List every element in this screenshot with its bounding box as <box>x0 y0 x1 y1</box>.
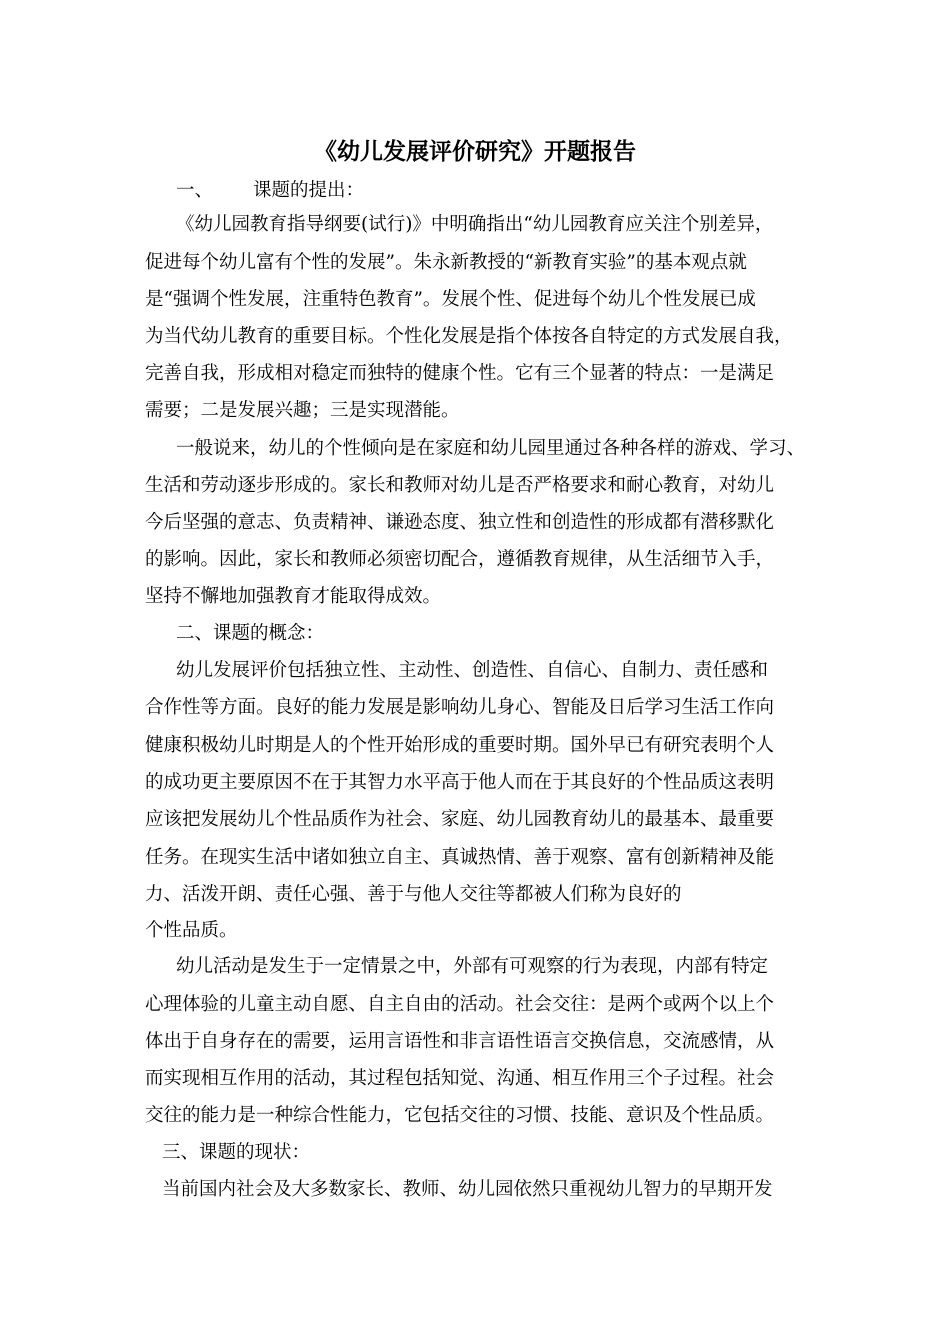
paragraph-line: 完善自我，形成相对稳定而独特的健康个性。它有三个显著的特点：一是满足 <box>145 363 775 384</box>
paragraph-line: 幼儿活动是发生于一定情景之中，外部有可观察的行为表现，内部有特定 <box>176 956 769 977</box>
section-heading-1 <box>176 178 364 204</box>
section-number: 一、 <box>176 180 214 201</box>
paragraph-line: 力、活泼开朗、责任心强、善于与他人交往等都被人们称为良好的 <box>145 884 682 905</box>
paragraph-line: 坚持不懈地加强教育才能取得成效。 <box>145 586 442 607</box>
paragraph-line: 应该把发展幼儿个性品质作为社会、家庭、幼儿园教育幼儿的最基本、最重要 <box>145 809 775 830</box>
paragraph-line: 体出于自身存在的需要，运用言语性和非言语性语言交换信息，交流感情，从 <box>145 1031 775 1052</box>
paragraph-line: 的影响。因此，家长和教师必须密切配合，遵循教育规律，从生活细节入手， <box>145 549 775 570</box>
document-title: 《幼儿发展评价研究》开题报告 <box>314 138 636 165</box>
section-heading-3: 三、课题的现状： <box>162 1142 311 1163</box>
paragraph-line: 心理体验的儿童主动自愿、自主自由的活动。社会交往：是两个或两个以上个 <box>145 994 775 1015</box>
paragraph-line: 一般说来，幼儿的个性倾向是在家庭和幼儿园里通过各种各样的游戏、学习、 <box>176 438 806 459</box>
section-heading-text: 课题的提出： <box>253 180 365 201</box>
paragraph-line: 任务。在现实生活中诸如独立自主、真诚热情、善于观察、富有创新精神及能 <box>145 847 775 868</box>
paragraph-line: 而实现相互作用的活动，其过程包括知觉、沟通、相互作用三个子过程。社会 <box>145 1068 775 1089</box>
paragraph-line: 《幼儿园教育指导纲要(试行)》中明确指出“幼儿园教育应关注个别差异， <box>176 214 774 235</box>
paragraph-line: 是“强调个性发展，注重特色教育”。发展个性、促进每个幼儿个性发展已成 <box>145 289 756 310</box>
paragraph-line: 为当代幼儿教育的重要目标。个性化发展是指个体按各自特定的方式发展自我， <box>145 326 793 347</box>
paragraph-line: 合作性等方面。良好的能力发展是影响幼儿身心、智能及日后学习生活工作向 <box>145 697 775 718</box>
paragraph-line: 交往的能力是一种综合性能力，它包括交往的习惯、技能、意识及个性品质。 <box>145 1105 775 1126</box>
paragraph-line: 的成功更主要原因不在于其智力水平高于他人而在于其良好的个性品质这表明 <box>145 772 775 793</box>
paragraph-line: 健康积极幼儿时期是人的个性开始形成的重要时期。国外早已有研究表明个人 <box>145 735 775 756</box>
paragraph-line: 幼儿发展评价包括独立性、主动性、创造性、自信心、自制力、责任感和 <box>176 660 769 681</box>
paragraph-line: 需要；二是发展兴趣；三是实现潜能。 <box>145 400 460 421</box>
paragraph-line: 今后坚强的意志、负责精神、谦逊态度、独立性和创造性的形成都有潜移默化 <box>145 512 775 533</box>
paragraph-line: 促进每个幼儿富有个性的发展”。朱永新教授的“新教育实验”的基本观点就 <box>145 252 747 273</box>
paragraph-line: 生活和劳动逐步形成的。家长和教师对幼儿是否严格要求和耐心教育，对幼儿 <box>145 475 775 496</box>
section-heading-2: 二、课题的概念： <box>176 623 325 644</box>
paragraph-line: 个性品质。 <box>145 920 238 941</box>
paragraph-line: 当前国内社会及大多数家长、教师、幼儿园依然只重视幼儿智力的早期开发 <box>162 1179 773 1200</box>
